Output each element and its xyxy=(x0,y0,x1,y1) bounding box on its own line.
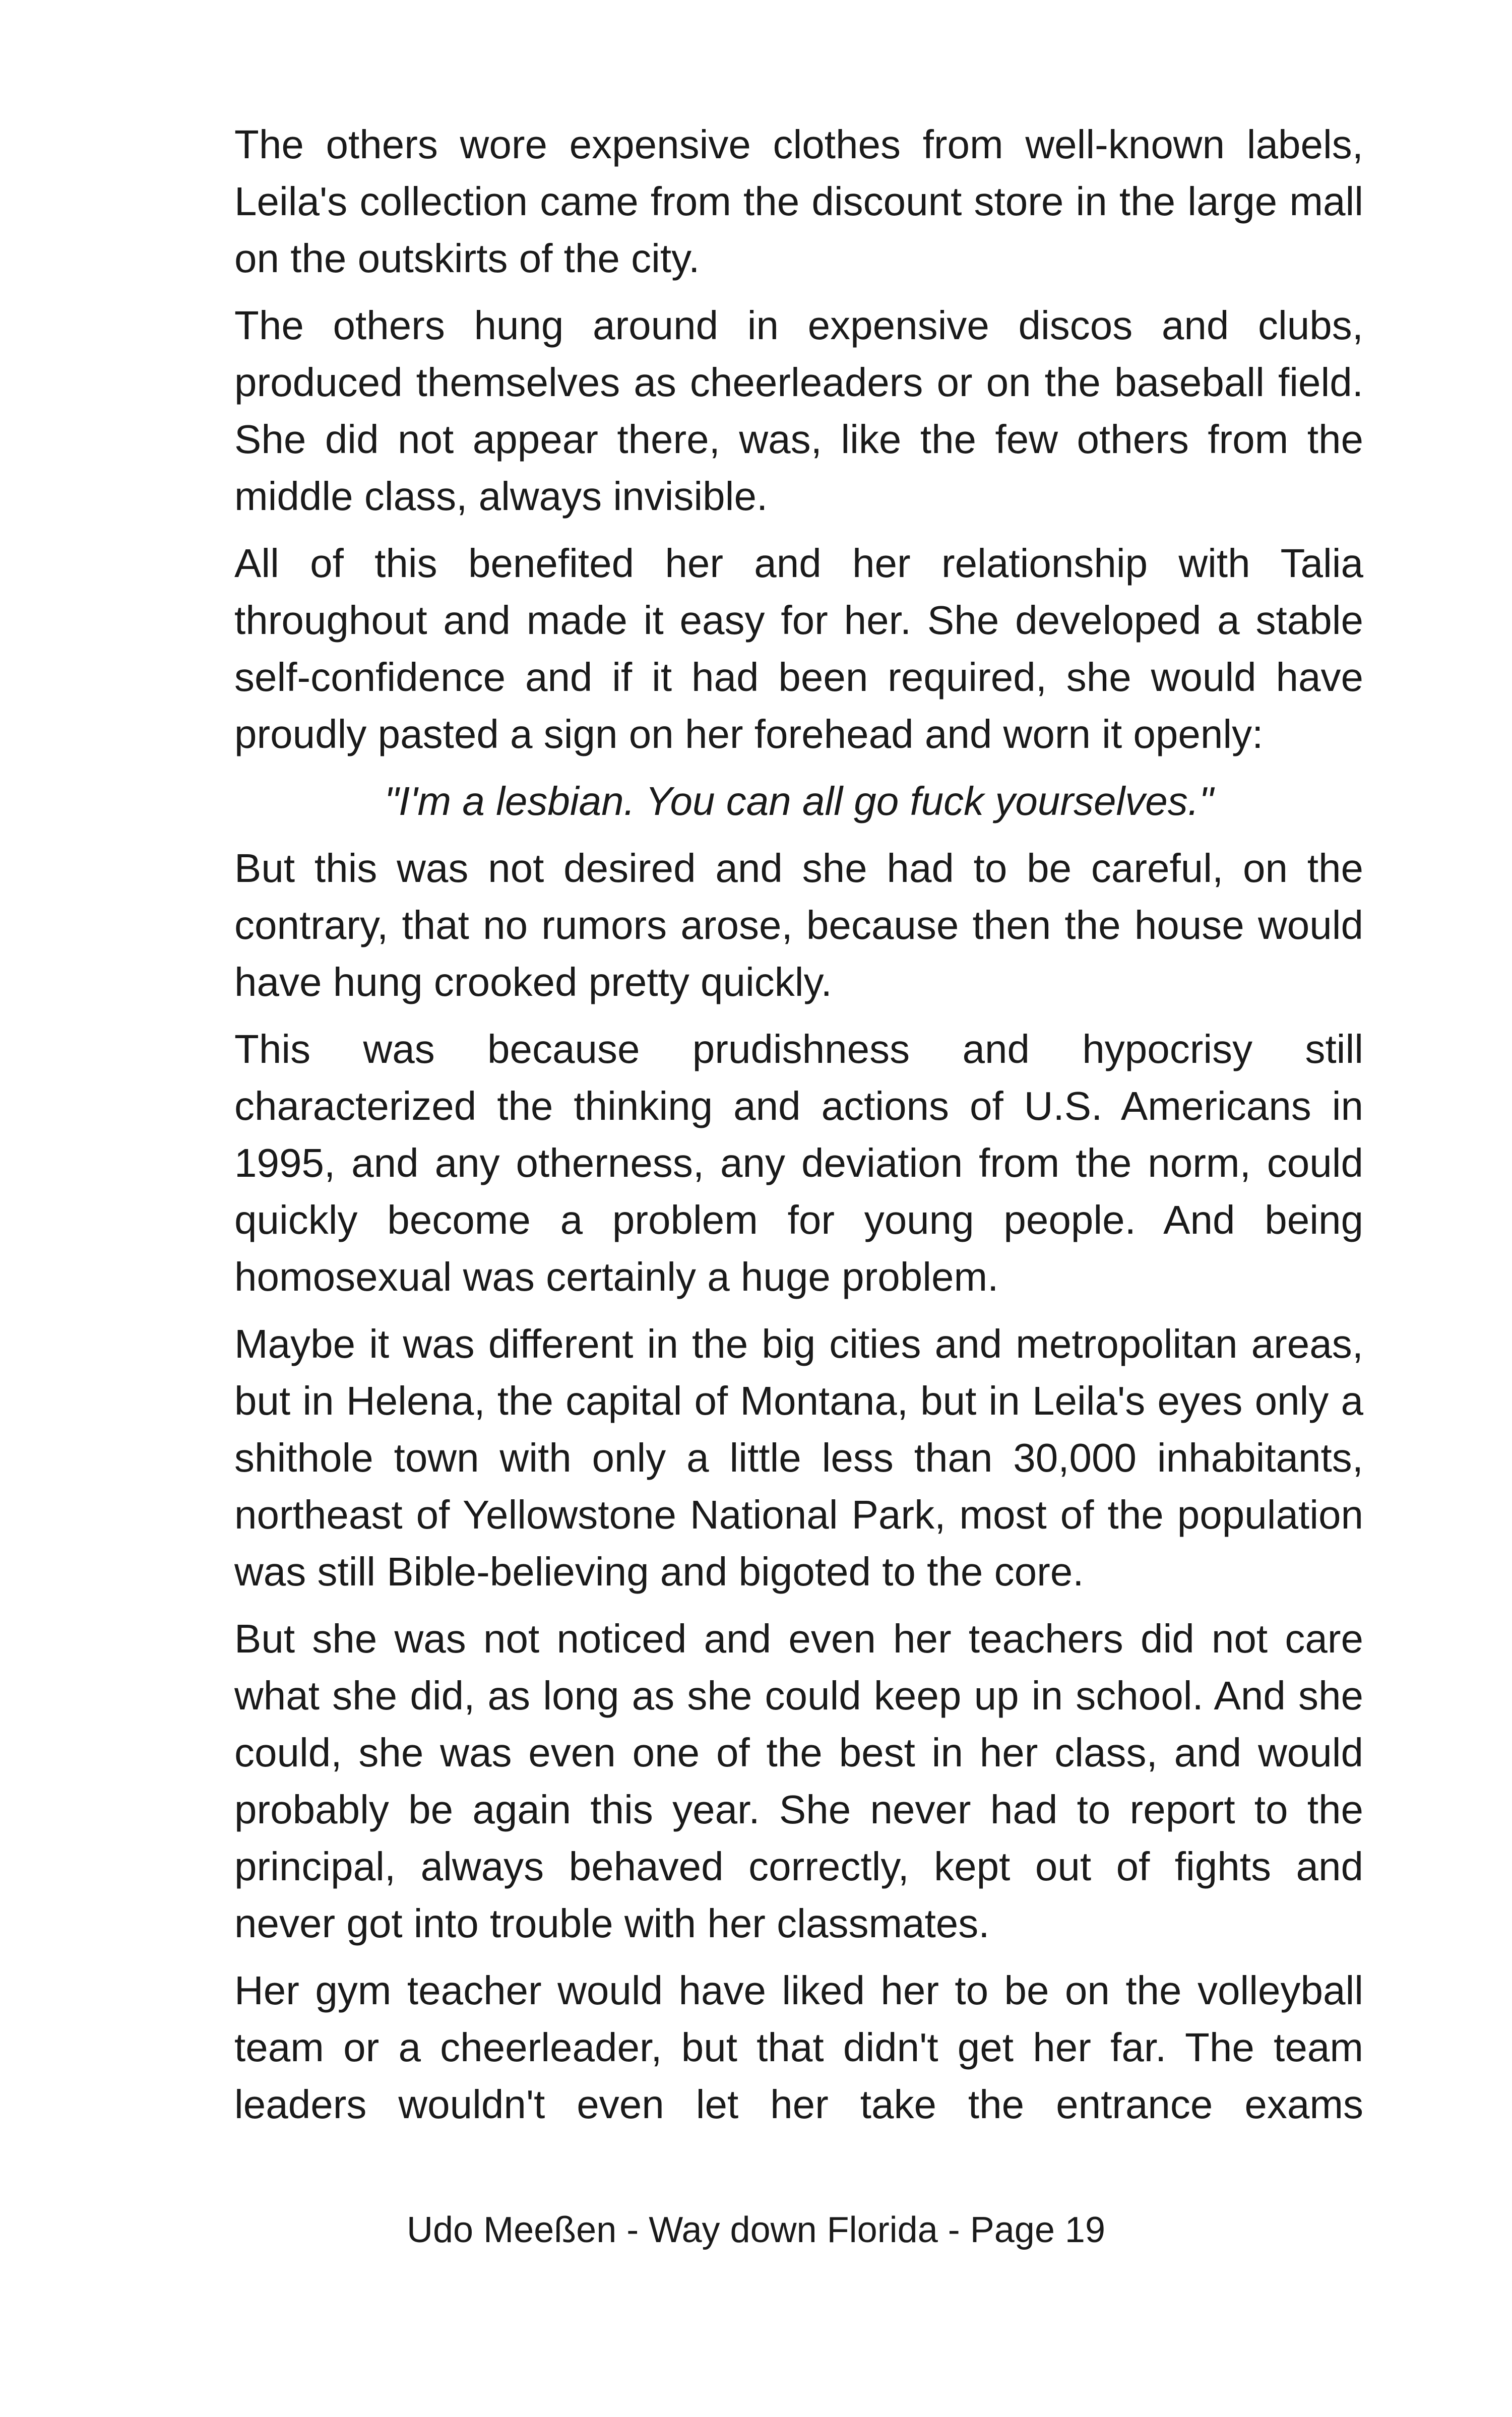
paragraph-1: The others wore expensive clothes from well-known labels, Leila's collection came from the discount store in the large mall on the outskirts of the city. xyxy=(234,122,1363,281)
page-footer: Udo Meeßen - Way down Florida - Page 19 xyxy=(407,2210,1105,2250)
paragraph-3: All of this benefited her and her relationship with Talia throughout and made it easy for her. She developed a stable self-confidence and if it had been required, she would have proudly pasted a sign on her forehead and worn it openly: xyxy=(234,541,1363,756)
paragraph-5: This was because prudishness and hypocrisy still characterized the thinking and actions of U.S. Americans in 1995, and any otherness, any deviation from the norm, could quickly become a problem for young people. And being homosexual was certainly a huge problem. xyxy=(234,1027,1363,1299)
paragraph-4: But this was not desired and she had to be careful, on the contrary, that no rumors arose, because then the house would have hung crooked pretty quickly. xyxy=(234,846,1363,1004)
paragraph-8: Her gym teacher would have liked her to be on the volleyball team or a cheerleader, but that didn't get her far. The team leaders wouldn't even let her take the entrance exams xyxy=(234,1968,1363,2127)
quote-line: "I'm a lesbian. You can all go fuck yourselves." xyxy=(384,779,1214,823)
paragraph-2: The others hung around in expensive discos and clubs, produced themselves as cheerleaders or on the baseball field. She did not appear there, was, like the few others from the middle class, always invisible. xyxy=(234,303,1363,519)
paragraph-7: But she was not noticed and even her teachers did not care what she did, as long as she could keep up in school. And she could, she was even one of the best in her class, and would probably be again this year. She never had to report to the principal, always behaved correctly, kept out of fights and never got into trouble with her classmates. xyxy=(234,1616,1363,1946)
page-body-text xyxy=(234,116,1363,2143)
paragraph-6: Maybe it was different in the big cities and metropolitan areas, but in Helena, the capital of Montana, but in Leila's eyes only a shithole town with only a little less than 30,000 inhabitants, northeast of Yellowstone National Park, most of the population was still Bible-believing and bigoted to the core. xyxy=(234,1321,1363,1594)
